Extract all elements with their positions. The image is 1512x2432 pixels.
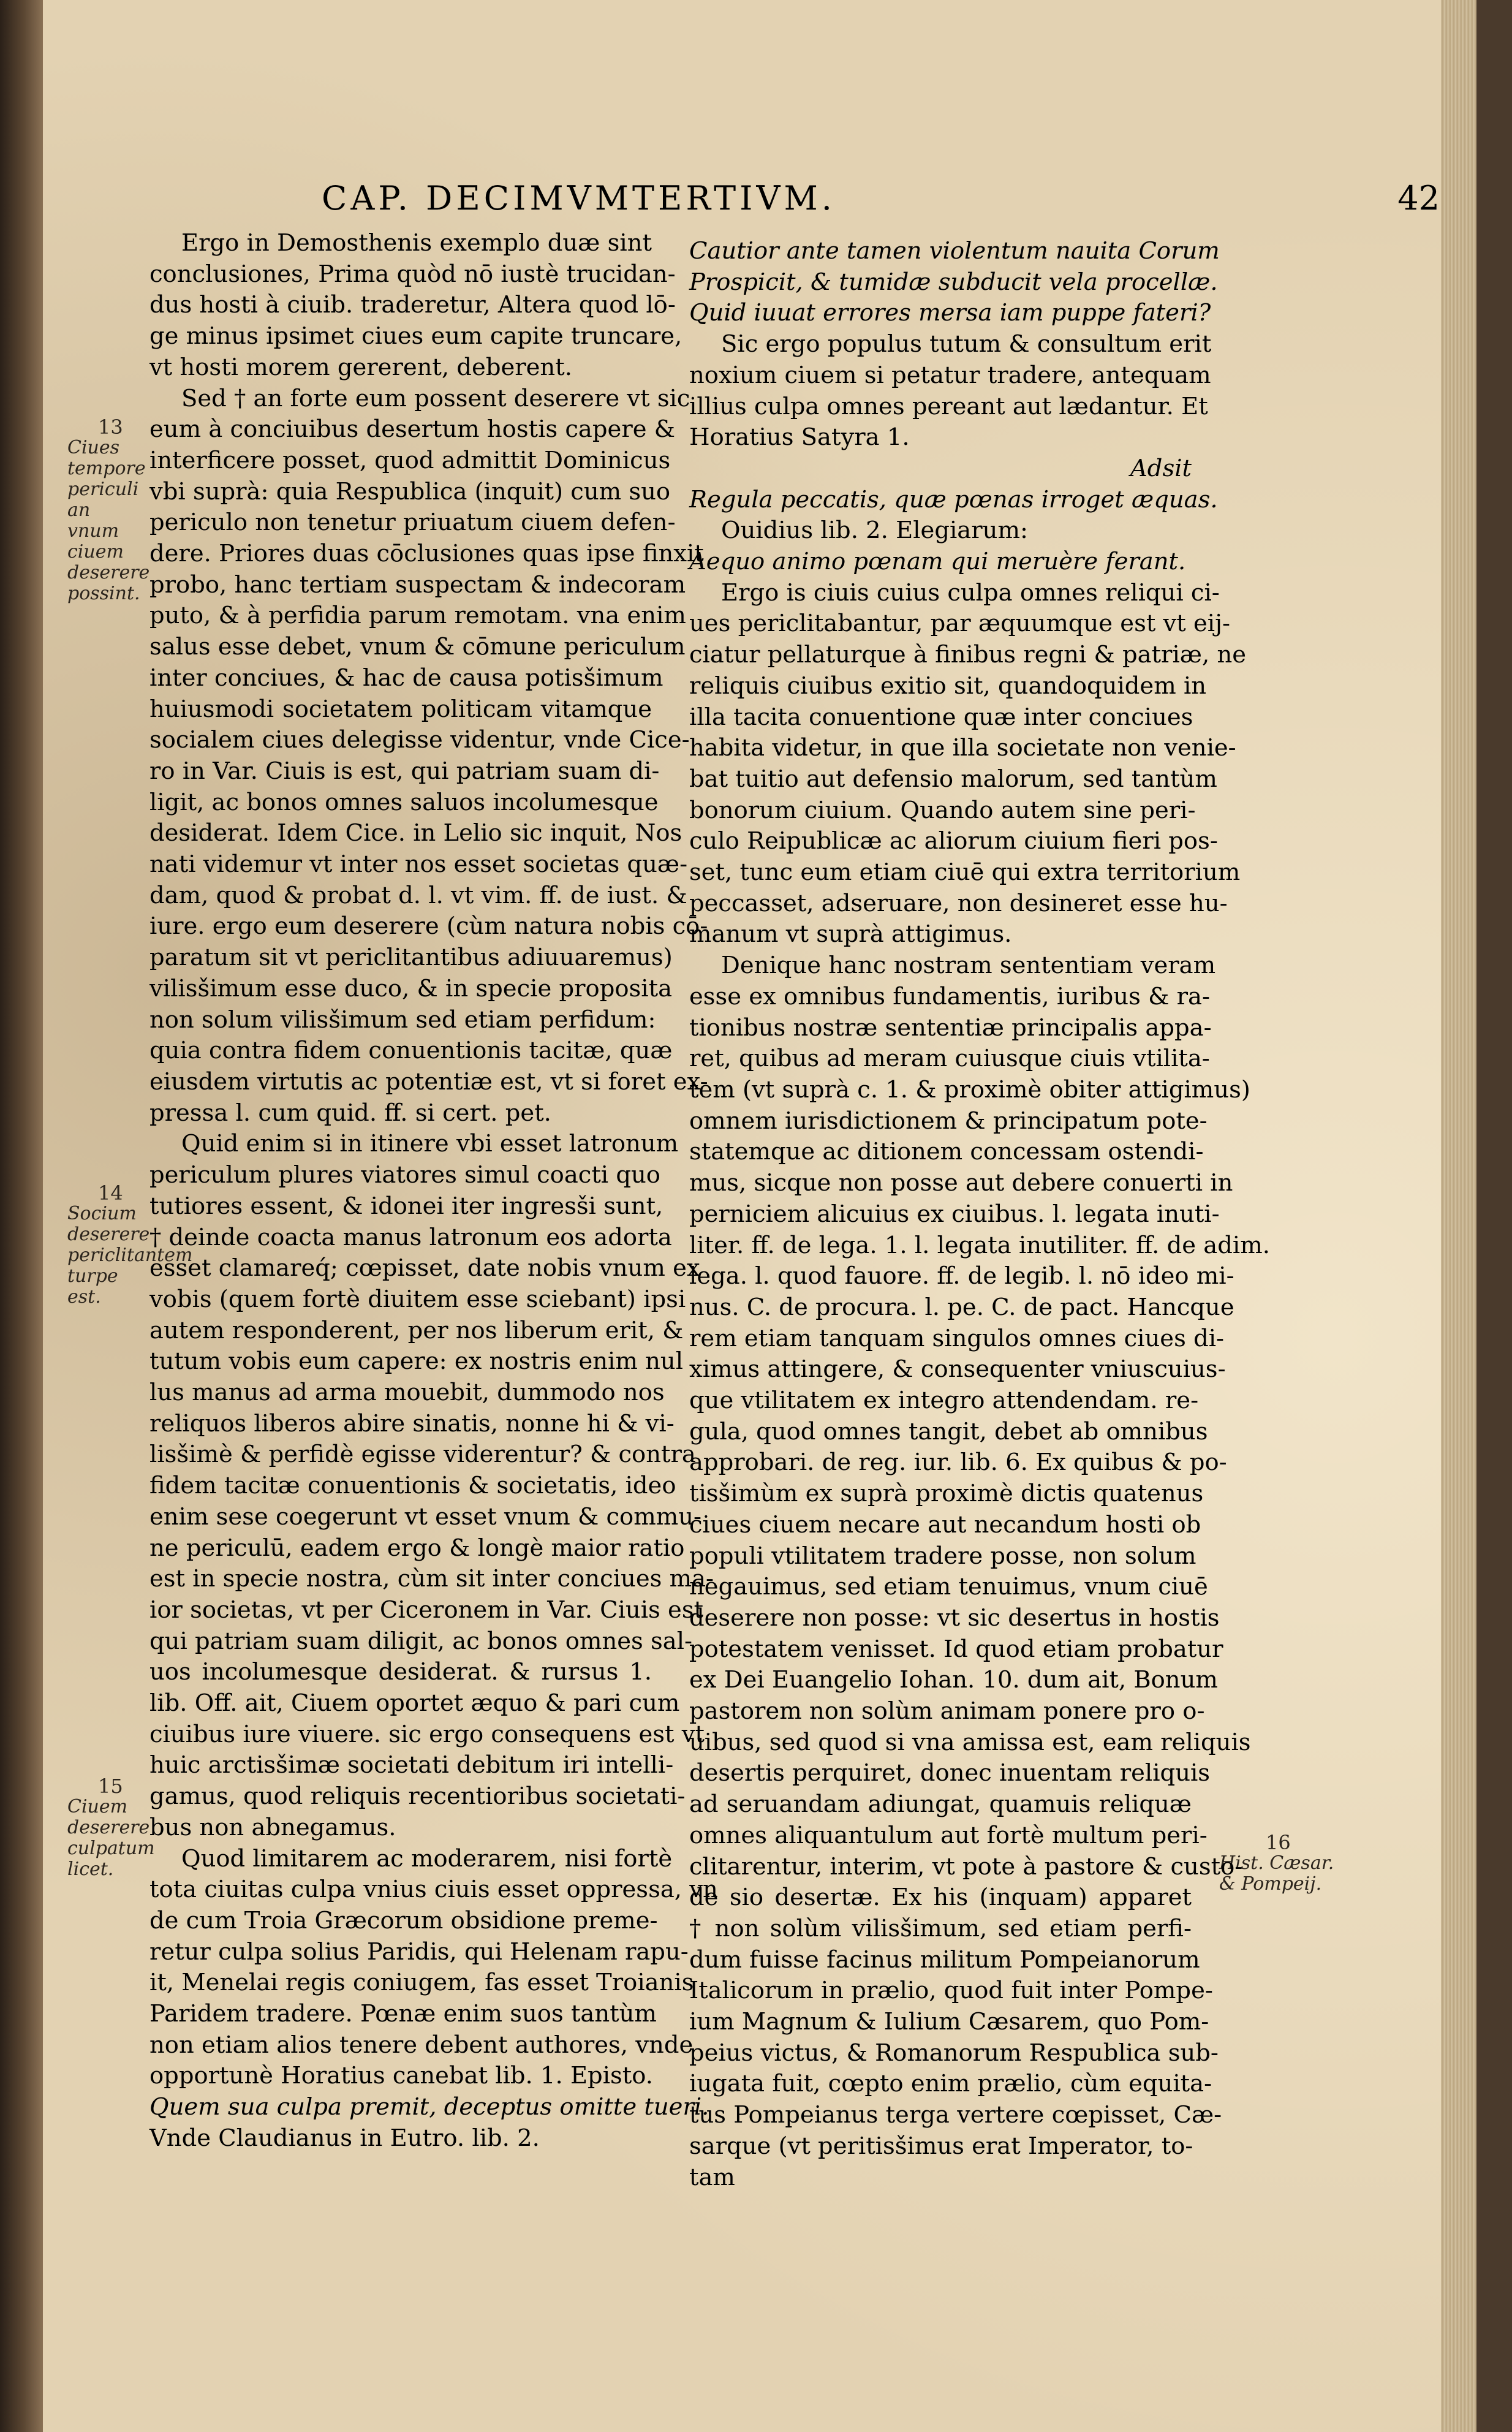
text-line: tota ciuitas culpa vnius ciuis esset oppressa, vn: [149, 1876, 718, 1904]
marginal-note-13: [67, 415, 150, 604]
text-line: Horatius Satyra 1.: [689, 423, 910, 452]
text-line: ro in Var. Ciuis is est, qui patriam suam di-: [149, 757, 660, 785]
text-line: tam: [689, 2163, 735, 2191]
text-line: esset clamareq́; cœpisset, date nobis vnum ex: [149, 1254, 700, 1282]
marginal-note-text: Socium deserere periclitantem turpe est.: [67, 1203, 193, 1308]
text-line: manum vt suprà attigimus.: [689, 920, 1012, 949]
text-line: ciues ciuem necare aut necandum hosti ob: [689, 1510, 1201, 1539]
text-line: gula, quod omnes tangit, debet ab omnibus: [689, 1417, 1208, 1445]
text-line: de sio desertæ. Ex his (inquam) apparet: [689, 1884, 1192, 1912]
text-line: sarque (vt peritisšimus erat Imperator, to-: [689, 2132, 1193, 2160]
text-line: nati videmur vt inter nos esset societas quæ-: [149, 850, 688, 879]
text-line: lib. Off. ait, Ciuem oportet æquo & pari cum: [149, 1689, 680, 1718]
text-line: † non solùm vilisšimum, sed etiam perfi-: [689, 1914, 1192, 1942]
text-line: potestatem venisset. Id quod etiam probatur: [689, 1635, 1223, 1663]
text-line: ciatur pellaturque à finibus regni & patriæ, ne: [689, 641, 1247, 669]
text-line: tutiores essent, & idonei iter ingresši sunt,: [149, 1192, 663, 1220]
text-line: Italicorum in prælio, quod fuit inter Pompe-: [689, 1977, 1213, 2005]
text-line: illius culpa omnes pereant aut lædantur. Et: [689, 392, 1208, 420]
running-title: CAP. DECIMVMTERTIVM.: [322, 179, 836, 218]
text-line: huic arctisšimæ societati debitum iri intelli-: [149, 1751, 674, 1779]
marginal-note-number: 16: [1266, 1831, 1291, 1854]
text-line: ne periculū, eadem ergo & longè maior ratio: [149, 1534, 685, 1562]
text-line: bat tuitio aut defensio malorum, sed tantùm: [689, 765, 1217, 793]
text-line: fidem tacitæ conuentionis & societatis, ideo: [149, 1472, 676, 1500]
text-line: non solum vilisšimum sed etiam perfidum:: [149, 1006, 656, 1034]
text-line: esse ex omnibus fundamentis, iuribus & ra-: [689, 982, 1210, 1010]
page-number: 42: [1397, 179, 1440, 218]
text-line: ex Dei Euangelio Iohan. 10. dum ait, Bonum: [689, 1666, 1218, 1694]
text-line: pressa l. cum quid. ff. si cert. pet.: [149, 1099, 551, 1127]
left-text-column: [149, 228, 718, 2154]
text-line: populi vtilitatem tradere posse, non solum: [689, 1542, 1196, 1570]
text-line: ret, quibus ad meram cuiusque ciuis vtilita-: [689, 1045, 1210, 1073]
text-line: tutum vobis eum capere: ex nostris enim nul: [149, 1347, 684, 1376]
text-line: retur culpa solius Paridis, qui Helenam rapu-: [149, 1938, 689, 1966]
text-line: dum fuisse facinus militum Pompeianorum: [689, 1945, 1200, 1974]
text-line: clitarentur, interim, vt pote à pastore & custo-: [689, 1852, 1243, 1881]
marginal-note-15: [67, 1775, 155, 1880]
page-fore-edge: [1441, 0, 1476, 2432]
text-line: que vtilitatem ex integro attendendam. re-: [689, 1387, 1199, 1415]
marginal-note-text: Ciues tempore periculi an vnum ciuem deserere possint.: [67, 437, 150, 604]
text-line: ge minus ipsimet ciues eum capite truncare,: [149, 322, 682, 350]
text-line: vbi suprà: quia Respublica (inquit) cum suo: [149, 477, 671, 506]
text-line: omnem iurisdictionem & principatum pote-: [689, 1107, 1208, 1135]
text-line: statemque ac ditionem concessam ostendi-: [689, 1138, 1204, 1166]
text-line: bonorum ciuium. Quando autem sine peri-: [689, 796, 1196, 824]
text-line: probo, hanc tertiam suspectam & indecoram: [149, 570, 686, 599]
text-line: de cum Troia Græcorum obsidione preme-: [149, 1906, 658, 1934]
text-line: liter. ff. de lega. 1. l. legata inutiliter. ff. de adim.: [689, 1231, 1270, 1259]
text-line: tus Pompeianus terga vertere cœpisset, Cæ-: [689, 2101, 1222, 2129]
text-line: Cautior ante tamen violentum nauita Corum: [689, 237, 1220, 265]
text-line: lisšimè & perfidè egisse viderentur? & contra: [149, 1441, 696, 1469]
marginal-note-text: Hist. Cæsar. & Pompeij.: [1219, 1852, 1334, 1895]
text-line: peccasset, adseruare, non desineret esse hu-: [689, 889, 1228, 917]
text-line: ior societas, vt per Ciceronem in Var. Ciuis est: [149, 1596, 704, 1624]
text-line: mus, sicque non posse aut debere conuerti in: [689, 1169, 1233, 1197]
text-line: tisšimùm ex suprà proximè dictis quatenus: [689, 1480, 1204, 1508]
marginal-note-number: 15: [98, 1775, 123, 1798]
text-line: peius victus, & Romanorum Respublica sub-: [689, 2039, 1219, 2067]
text-line: dam, quod & probat d. l. vt vim. ff. de iust. &: [149, 881, 687, 909]
text-line: puto, & à perfidia parum remotam. vna enim: [149, 602, 686, 630]
text-line: Sic ergo populus tutum & consultum erit: [721, 330, 1212, 358]
text-line: Quid enim si in itinere vbi esset latronum: [181, 1130, 679, 1158]
text-line: vt hosti morem gererent, deberent.: [149, 353, 572, 381]
book-binding: [0, 0, 43, 2432]
marginal-note-number: 13: [98, 415, 123, 439]
right-text-column: [689, 236, 1270, 2193]
text-line: approbari. de reg. iur. lib. 6. Ex quibus & po-: [689, 1449, 1227, 1477]
text-line: uibus, sed quod si vna amissa est, eam reliquis: [689, 1728, 1251, 1756]
text-line: periculo non tenetur priuatum ciuem defen-: [149, 509, 676, 537]
text-line: qui patriam suam diligit, ac bonos omnes sal-: [149, 1627, 693, 1655]
text-line: illa tacita conuentione quæ inter conciues: [689, 703, 1193, 731]
text-line: deserere non posse: vt sic desertus in hostis: [689, 1604, 1220, 1632]
text-line: Quid iuuat errores mersa iam puppe fateri?: [689, 299, 1211, 327]
text-line: opportunè Horatius canebat lib. 1. Episto.: [149, 2062, 653, 2090]
text-line: lega. l. quod fauore. ff. de legib. l. nō ideo mi-: [689, 1262, 1234, 1290]
text-line: socialem ciues delegisse videntur, vnde Cice-: [149, 726, 690, 754]
marginal-note-number: 14: [98, 1181, 123, 1205]
text-line: autem responderent, per nos liberum erit, &: [149, 1316, 684, 1344]
text-line: eum à conciuibus desertum hostis capere &: [149, 415, 676, 444]
text-line: Aequo animo pœnam qui meruère ferant.: [689, 548, 1186, 576]
text-line: ximus attingere, & consequenter vniuscuius-: [689, 1355, 1226, 1384]
text-line: est in specie nostra, cùm sit inter conciues ma-: [149, 1565, 714, 1593]
text-line: bus non abnegamus.: [149, 1813, 396, 1841]
text-line: Vnde Claudianus in Eutro. lib. 2.: [149, 2124, 540, 2152]
text-line: Sed † an forte eum possent deserere vt sic: [181, 384, 690, 412]
marginal-note-14: [67, 1181, 193, 1308]
text-line: ad seruandam adiungat, quamuis reliquæ: [689, 1790, 1192, 1819]
text-line: tionibus nostræ sententiæ principalis appa-: [689, 1013, 1212, 1042]
text-line: nus. C. de procura. l. pe. C. de pact. Hancque: [689, 1293, 1234, 1321]
text-line: tem (vt suprà c. 1. & proximè obiter attigimus): [689, 1075, 1250, 1104]
text-line: Denique hanc nostram sententiam veram: [721, 952, 1216, 980]
text-line: Ergo in Demosthenis exemplo duæ sint: [181, 229, 652, 257]
text-line: Quod limitarem ac moderarem, nisi fortè: [181, 1844, 673, 1873]
text-line: huiusmodi societatem politicam vitamque: [149, 695, 652, 723]
text-line: Prospicit, & tumidæ subducit vela procellæ.: [689, 268, 1218, 296]
text-line: it, Menelai regis coniugem, fas esset Troianis: [149, 1969, 694, 1997]
text-line: ium Magnum & Iulium Cæsarem, quo Pom-: [689, 2008, 1209, 2036]
text-line: habita videtur, in que illa societate non venie-: [689, 734, 1236, 762]
text-line: desertis perquiret, donec inuentam reliquis: [689, 1759, 1211, 1787]
text-line: quia contra fidem conuentionis tacitæ, quæ: [149, 1037, 673, 1065]
text-line: conclusiones, Prima quòd nō iustè trucidan-: [149, 260, 676, 288]
text-line: Paridem tradere. Pœnæ enim suos tantùm: [149, 2000, 657, 2028]
text-line: iure. ergo eum deserere (cùm natura nobis cō-: [149, 912, 708, 941]
text-line: ues periclitabantur, par æquumque est vt eij-: [689, 610, 1231, 638]
text-line: Adsit: [1130, 454, 1192, 482]
text-line: ciuibus iure viuere. sic ergo consequens est vt: [149, 1720, 705, 1748]
text-line: desiderat. Idem Cice. in Lelio sic inquit, Nos: [149, 819, 682, 847]
text-line: inter conciues, & hac de causa potisšimum: [149, 664, 663, 692]
text-line: vilisšimum esse duco, & in specie proposita: [149, 974, 673, 1002]
text-line: ligit, ac bonos omnes saluos incolumesque: [149, 788, 659, 816]
text-line: dus hosti à ciuib. traderetur, Altera quod lō-: [149, 291, 676, 319]
text-line: † deinde coacta manus latronum eos adorta: [149, 1223, 672, 1251]
text-line: omnes aliquantulum aut fortè multum peri-: [689, 1821, 1208, 1849]
text-line: non etiam alios tenere debent authores, vnde: [149, 2031, 694, 2059]
text-line: enim sese coegerunt vt esset vnum & commu-: [149, 1502, 702, 1531]
text-line: Ergo is ciuis cuius culpa omnes reliqui ci-: [721, 578, 1220, 607]
text-line: lus manus ad arma mouebit, dummodo nos: [149, 1379, 665, 1407]
text-line: reliquis ciuibus exitio sit, quandoquidem in: [689, 672, 1207, 700]
text-line: noxium ciuem si petatur tradere, antequam: [689, 361, 1211, 389]
text-line: gamus, quod reliquis recentioribus societati-: [149, 1782, 686, 1811]
text-line: reliquos liberos abire sinatis, nonne hi & vi-: [149, 1409, 675, 1438]
text-line: Ouidius lib. 2. Elegiarum:: [721, 517, 1028, 545]
text-line: Quem sua culpa premit, deceptus omitte tueri.: [149, 2093, 709, 2121]
text-line: dere. Priores duas cōclusiones quas ipse finxit: [149, 540, 704, 568]
text-line: pastorem non solùm animam ponere pro o-: [689, 1697, 1205, 1726]
text-line: perniciem alicuius ex ciuibus. l. legata inuti-: [689, 1200, 1220, 1228]
text-line: rem etiam tanquam singulos omnes ciues di-: [689, 1324, 1225, 1352]
text-line: Regula peccatis, quæ pœnas irroget æquas.: [689, 485, 1218, 513]
text-line: salus esse debet, vnum & cōmune periculum: [149, 633, 686, 661]
marginal-note-text: Ciuem deserere culpatum licet.: [67, 1796, 155, 1880]
text-line: negauimus, sed etiam tenuimus, vnum ciuē: [689, 1573, 1208, 1601]
text-line: set, tunc eum etiam ciuē qui extra territorium: [689, 858, 1241, 887]
text-line: eiusdem virtutis ac potentiæ est, vt si foret ex-: [149, 1067, 708, 1096]
text-line: periculum plures viatores simul coacti quo: [149, 1161, 660, 1189]
text-line: interficere posset, quod admittit Dominicus: [149, 446, 671, 474]
text-line: uos incolumesque desiderat. & rursus 1.: [149, 1658, 652, 1686]
text-line: vobis (quem fortè diuitem esse sciebant) ipsi: [149, 1285, 686, 1313]
text-line: culo Reipublicæ ac aliorum ciuium fieri pos-: [689, 827, 1218, 855]
text-line: iugata fuit, cœpto enim prælio, cùm equita-: [689, 2070, 1212, 2098]
page-header: [276, 174, 1440, 223]
text-line: paratum sit vt periclitantibus adiuuaremus): [149, 944, 673, 972]
